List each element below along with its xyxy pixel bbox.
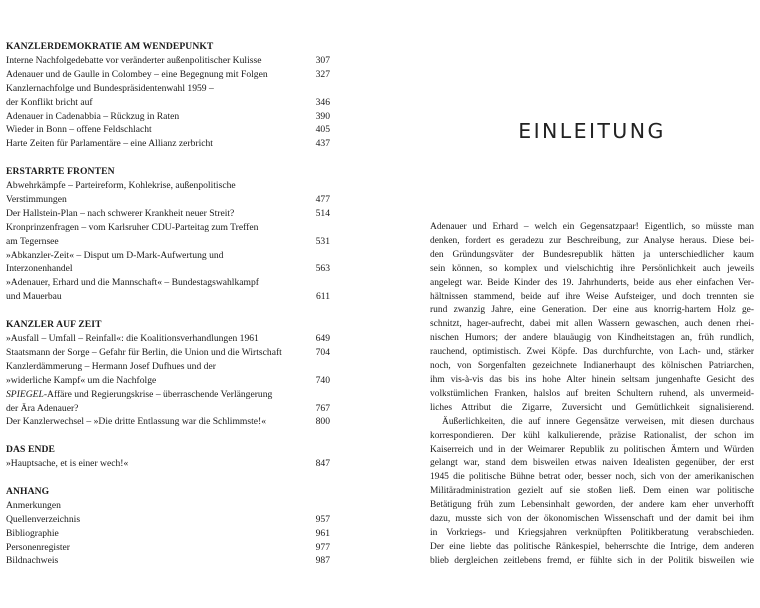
toc-page-number: 477 [315, 193, 330, 205]
toc-page-number: 437 [315, 138, 330, 150]
toc-page-number: 961 [315, 527, 330, 539]
toc-entry [6, 499, 330, 513]
toc-entry-title [6, 68, 306, 82]
toc-entry-line: der Konflikt bricht auf [6, 96, 93, 108]
toc-entry-title [6, 221, 306, 249]
toc-page-number: 847 [315, 458, 330, 470]
text-line: schnitzt, hager-aufrecht, dabei mit allen Wassern gewaschen, auch denen rhei- [430, 319, 754, 330]
toc-entry-title [6, 513, 306, 527]
text-line: nischen Humors; der andere blauäugig von Kindheitstagen an, früh rundlich, [430, 333, 754, 344]
text-line: Kaiserreich und in der Weimarer Republik zu politischen Ämtern und Würden [430, 444, 754, 455]
toc-entry-line: Bildnachweis [6, 555, 59, 567]
toc-entry-line: »Abkanzler-Zeit« – Disput um D-Mark-Aufwertung und [6, 249, 224, 261]
toc-entry [6, 554, 330, 568]
toc-entry [6, 110, 330, 124]
toc-page-number: 327 [315, 68, 330, 80]
toc-entry [6, 415, 330, 429]
toc-entry-title [6, 332, 306, 346]
toc-section-title: KANZLER AUF ZEIT [6, 319, 102, 331]
toc-entry-title [6, 179, 306, 207]
toc-page-number: 977 [315, 541, 330, 553]
text-line: volkstümlichen Franken, halslos auf breiten Schultern ruhend, als unvermeid- [430, 388, 754, 399]
toc-entry-line: Interzonenhandel [6, 263, 73, 275]
toc-entry-title [6, 415, 306, 429]
text-line: hältnissen stammend, beide auf ihre Weise Aufsteiger, und doch trennten sie [430, 291, 754, 302]
text-line: rauchend, optimistisch. Zwei Köpfe. Das durchfurchte, von Lach- und, stärker [430, 347, 754, 358]
toc-entry-line: Adenauer und de Gaulle in Colombey – eine Begegnung mit Folgen [6, 68, 268, 80]
toc-entry-line: Kanzlerdämmerung – Hermann Josef Dufhues und der [6, 360, 216, 372]
text-line: sein können, so komplex und vielschichtig ihre Persönlichkeit auch jeweils [430, 263, 754, 274]
toc-entry [6, 82, 330, 110]
toc-entry-title [6, 123, 306, 137]
toc-entry [6, 207, 330, 221]
toc-section [6, 485, 330, 568]
text-line: Militäradministration gezielt auf sie stoßen ließ. Dem einen war politische [430, 486, 754, 497]
toc-page-number: 987 [315, 555, 330, 567]
toc-entry-title [6, 541, 306, 555]
toc-entry-line: Verstimmungen [6, 193, 67, 205]
text-line: blieb dergleichen zeitlebens fremd, er fühlte sich in der Politik bisweilen wie [430, 555, 754, 566]
toc-page-number: 649 [315, 333, 330, 344]
toc-entry-title [6, 388, 306, 416]
toc-section [6, 443, 330, 471]
toc-page-number: 957 [315, 513, 330, 525]
toc-entry [6, 54, 330, 68]
toc-section-title: ANHANG [6, 485, 50, 497]
toc-entry-title [6, 360, 306, 388]
text-line: korrespondieren. Der kühl kalkulierende, präzise Rationalist, der schon im [430, 430, 754, 441]
toc-entry-line: Kanzlernachfolge und Bundespräsidentenwahl 1959 – [6, 82, 214, 94]
toc-entry [6, 221, 330, 249]
text-line: in Vorkriegs- und Kriegsjahren verknüpften Politikberatung verabschieden. [430, 527, 754, 538]
toc-section-title: KANZLERDEMOKRATIE AM WENDEPUNKT [6, 41, 214, 52]
text-line: den Gründungsväter der Bundesrepublik hätten ja unterschiedlicher kaum [430, 249, 754, 260]
text-line: Der eine liebte das politische Ränkespiel, beherrschte die Intrige, dem anderen [430, 541, 754, 552]
toc-entry-line: Der Hallstein-Plan – nach schwerer Krankheit neuer Streit? [6, 207, 235, 219]
toc-section [6, 165, 330, 304]
toc-entry-line: SPIEGEL-Affäre und Regierungskrise – überraschende Verlängerung [6, 388, 273, 400]
table-of-contents [6, 40, 330, 568]
toc-page-number: 704 [315, 346, 330, 358]
toc-entry-title [6, 54, 306, 68]
toc-page-number: 767 [315, 402, 330, 414]
toc-entry-line: am Tegernsee [6, 235, 59, 247]
toc-entry [6, 179, 330, 207]
toc-entry-title [6, 527, 306, 541]
toc-page-number: 740 [315, 374, 330, 386]
text-line: dazu, musste sich von der ökonomischen Wissenschaft und der damit bei ihm [430, 514, 754, 525]
toc-page-number: 611 [315, 291, 330, 303]
toc-section-title: DAS ENDE [6, 444, 56, 456]
toc-page-number: 531 [315, 235, 330, 247]
toc-entry-line: Quellenverzeichnis [6, 513, 81, 525]
toc-section-title: ERSTARRTE FRONTEN [6, 166, 115, 178]
text-line: Betätigung früh zum Lebensinhalt geworden, der andere kam eher unverhofft [430, 500, 754, 511]
toc-entry [6, 276, 330, 304]
toc-entry-line: der Ära Adenauer? [6, 402, 79, 414]
toc-entry-line: »Adenauer, Erhard und die Mannschaft« – Bundestagswahlkampf [6, 277, 259, 289]
toc-entry-line: Wieder in Bonn – offene Feldschlacht [6, 124, 152, 136]
toc-entry-line: Kronprinzenfragen – vom Karlsruher CDU-Parteitag zum Treffen [6, 221, 259, 233]
text-line: gelangt war, stand dem bisweilen etwas naiven Idealisten gegenüber, der erst [430, 458, 754, 469]
text-line: denken, fordert es geradezu zur Beschreibung, zur Analyse heraus. Diese bei- [430, 235, 754, 246]
toc-page-number: 514 [315, 207, 330, 219]
toc-entry [6, 346, 330, 360]
toc-entry [6, 360, 330, 388]
toc-entry-line: »Hauptsache, et is einer wech!« [6, 458, 129, 470]
toc-entry [6, 388, 330, 416]
toc-entry-title [6, 457, 306, 471]
toc-entry-title [6, 82, 306, 110]
text-line: liches Attribut die Zigarre, Zuversicht und Gemütlichkeit signalisierend. [430, 402, 754, 413]
toc-entry-line: Interne Nachfolgedebatte vor veränderter außenpolitischer Kulisse [6, 54, 262, 66]
body-text [430, 221, 754, 569]
toc-entry-title [6, 249, 306, 277]
toc-entry-line: »Ausfall – Umfall – Reinfall«: die Koalitionsverhandlungen 1961 [6, 333, 259, 344]
toc-page-number: 390 [315, 110, 330, 122]
chapter-title: EINLEITUNG [518, 119, 666, 143]
toc-entry-title [6, 137, 306, 151]
toc-entry-line: Anmerkungen [6, 499, 61, 511]
toc-entry [6, 527, 330, 541]
toc-page-number: 800 [315, 416, 330, 428]
toc-page-number: 563 [315, 263, 330, 275]
text-line: Äußerlichkeiten, die auf innere Gegensätze verweisen, mit diesen durchaus [442, 416, 754, 427]
toc-section [6, 40, 330, 151]
toc-entry [6, 541, 330, 555]
toc-section [6, 318, 330, 429]
text-line: angelegt war. Beide Kinder des 19. Jahrhunderts, beide aus eher einfachen Ver- [430, 277, 754, 288]
toc-entry-title [6, 110, 306, 124]
toc-entry-line: »widerliche Kampf« um die Nachfolge [6, 374, 157, 386]
toc-entry-line: Personenregister [6, 541, 70, 553]
toc-entry-line: Staatsmann der Sorge – Gefahr für Berlin, die Union und die Wirtschaft [6, 346, 282, 358]
toc-page-number: 405 [315, 124, 330, 136]
toc-entry [6, 123, 330, 137]
toc-entry [6, 332, 330, 346]
toc-page-number: 307 [315, 54, 330, 66]
toc-entry-title [6, 207, 306, 221]
text-line: Adenauer und Erhard – welch ein Gegensatzpaar! Eigentlich, so müsste man [430, 222, 754, 232]
toc-entry-line: Bibliographie [6, 527, 59, 539]
toc-entry [6, 137, 330, 151]
toc-entry-title [6, 554, 306, 568]
toc-entry-title [6, 346, 306, 360]
toc-entry-line: Adenauer in Cadenabbia – Rückzug in Raten [6, 110, 180, 122]
toc-entry-line: Abwehrkämpfe – Parteireform, Kohlekrise, außenpolitische [6, 180, 236, 192]
text-line: rund zwanzig Jahre, eine Generation. Der eine aus knorrig-hartem Holz ge- [430, 305, 754, 316]
toc-entry [6, 249, 330, 277]
text-line: ihm vis-à-vis das bis ins hohe Alter hinein seltsam jungenhafte Gesicht des [430, 374, 754, 385]
toc-page-number: 346 [315, 96, 330, 108]
toc-entry-line: Harte Zeiten für Parlamentäre – eine Allianz zerbricht [6, 138, 213, 150]
text-line: noch, von Sorgenfalten gezeichnete Indianerhaupt des kölnischen Patriarchen, [430, 361, 754, 372]
toc-entry-title [6, 499, 306, 513]
toc-entry [6, 457, 330, 471]
text-line: 1945 die politische Bühne betrat oder, besser noch, sich von der amerikanischen [430, 472, 754, 483]
toc-entry-title [6, 276, 306, 304]
toc-entry-line: und Mauerbau [6, 291, 62, 303]
toc-entry [6, 513, 330, 527]
toc-entry-line: Der Kanzlerwechsel – »Die dritte Entlassung war die Schlimmste!« [6, 416, 267, 428]
toc-entry [6, 68, 330, 82]
